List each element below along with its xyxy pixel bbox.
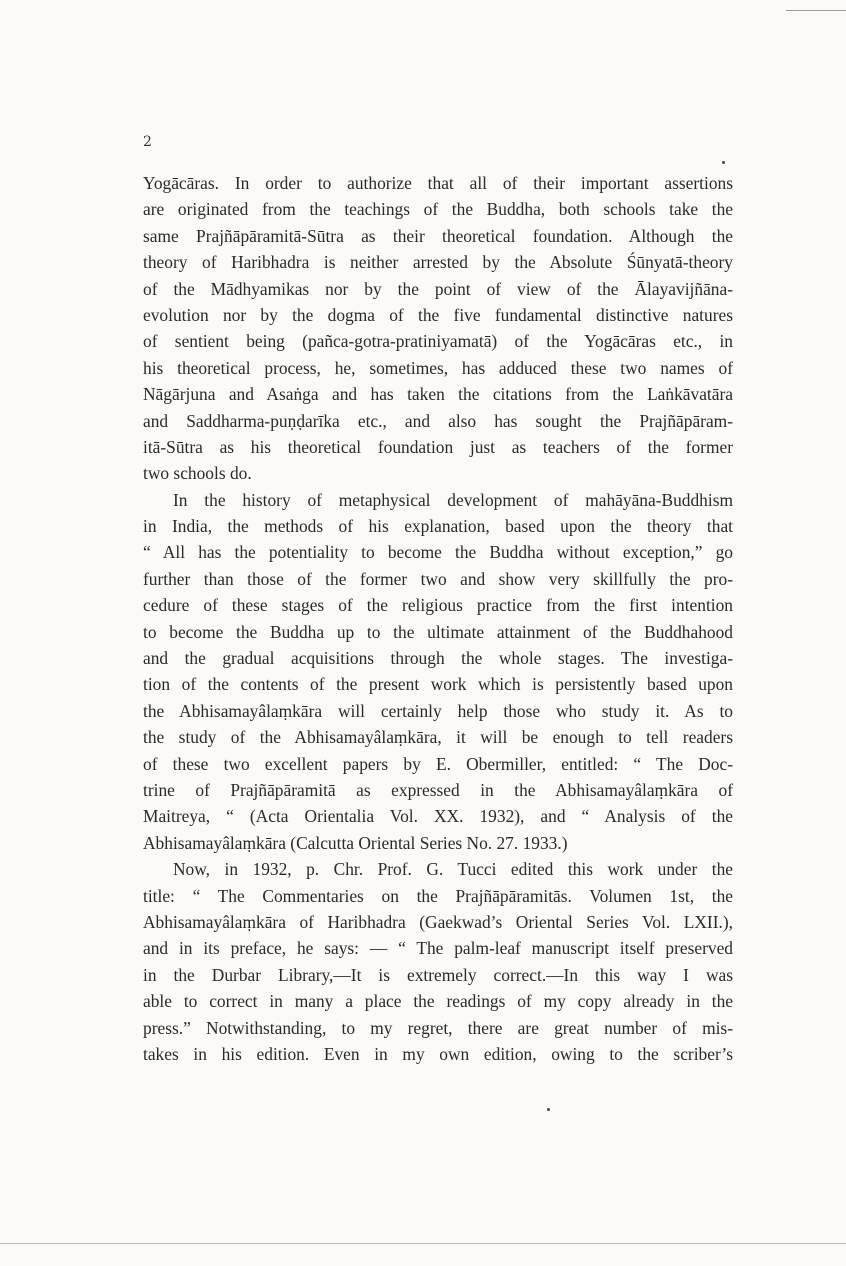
ink-speck xyxy=(722,161,725,164)
text-line: further than those of the former two and show very skillfully the pro- xyxy=(143,568,733,589)
scan-edge-top xyxy=(786,10,846,11)
text-line: “ All has the potentiality to become the Buddha without exception,” go xyxy=(143,542,733,563)
text-line: same Prajñāpāramitā-Sūtra as their theoretical foundation. Although the xyxy=(143,225,733,246)
text-line: Yogācāras. In order to authorize that all of their important assertions xyxy=(143,173,733,193)
paragraph-3 xyxy=(143,856,733,1067)
text-line: able to correct in many a place the readings of my copy already in the xyxy=(143,991,733,1012)
scan-edge-bottom xyxy=(0,1243,846,1244)
text-line: title: “ The Commentaries on the Prajñāpāramitās. Volumen 1st, the xyxy=(143,885,733,906)
page-number: 2 xyxy=(143,134,152,150)
text-line: trine of Prajñāpāramitā as expressed in the Abhisamayâlaṃkāra of xyxy=(143,779,733,800)
text-line: in the Durbar Library,—It is extremely correct.—In this way I was xyxy=(143,964,733,985)
text-line: are originated from the teachings of the Buddha, both schools take the xyxy=(143,199,733,220)
text-line: takes in his edition. Even in my own edition, owing to the scriber’s xyxy=(143,1043,733,1064)
text-line: Maitreya, “ (Acta Orientalia Vol. XX. 1932), and “ Analysis of the xyxy=(143,806,733,827)
text-line: to become the Buddha up to the ultimate attainment of the Buddhahood xyxy=(143,621,733,642)
text-line: the Abhisamayâlaṃkāra will certainly help those who study it. As to xyxy=(143,700,733,721)
text-line: theory of Haribhadra is neither arrested by the Absolute Śūnyatā-theory xyxy=(143,252,733,273)
text-line: two schools do. xyxy=(143,463,252,484)
text-line: cedure of these stages of the religious practice from the first intention xyxy=(143,595,733,616)
text-line: in India, the methods of his explanation, based upon the theory that xyxy=(143,516,733,537)
text-line: Nāgārjuna and Asaṅga and has taken the citations from the Laṅkāvatāra xyxy=(143,384,733,405)
text-line: and in its preface, he says: — “ The palm-leaf manuscript itself preserved xyxy=(143,938,733,959)
text-line: Abhisamayâlaṃkāra of Haribhadra (Gaekwad’s Oriental Series Vol. LXII.), xyxy=(143,911,733,932)
text-line: tion of the contents of the present work which is persistently based upon xyxy=(143,674,733,695)
text-line: of sentient being (pañca-gotra-pratiniyamatā) of the Yogācāras etc., in xyxy=(143,331,733,352)
text-line: and Saddharma-puṇḍarīka etc., and also has sought the Prajñāpāram- xyxy=(143,410,733,431)
paragraph-2 xyxy=(143,487,733,856)
text-line: In the history of metaphysical development of mahāyāna-Buddhism xyxy=(173,489,733,510)
body-text xyxy=(143,170,733,1067)
text-line: of the Mādhyamikas nor by the point of view of the Ālayavijñāna- xyxy=(143,278,733,299)
text-line: itā-Sūtra as his theoretical foundation just as teachers of the former xyxy=(143,436,733,457)
text-line: press.” Notwithstanding, to my regret, there are great number of mis- xyxy=(143,1017,733,1038)
paragraph-1 xyxy=(143,170,733,487)
text-line: Now, in 1932, p. Chr. Prof. G. Tucci edited this work under the xyxy=(173,859,733,880)
text-line: his theoretical process, he, sometimes, has adduced these two names of xyxy=(143,357,733,378)
text-line: Abhisamayâlaṃkāra (Calcutta Oriental Series No. 27. 1933.) xyxy=(143,832,568,853)
text-line: and the gradual acquisitions through the whole stages. The investiga- xyxy=(143,648,733,669)
text-line: evolution nor by the dogma of the five fundamental distinctive natures xyxy=(143,304,733,325)
text-line: the study of the Abhisamayâlaṃkāra, it will be enough to tell readers xyxy=(143,727,733,748)
text-line: of these two excellent papers by E. Obermiller, entitled: “ The Doc- xyxy=(143,753,733,774)
ink-speck xyxy=(547,1108,550,1111)
